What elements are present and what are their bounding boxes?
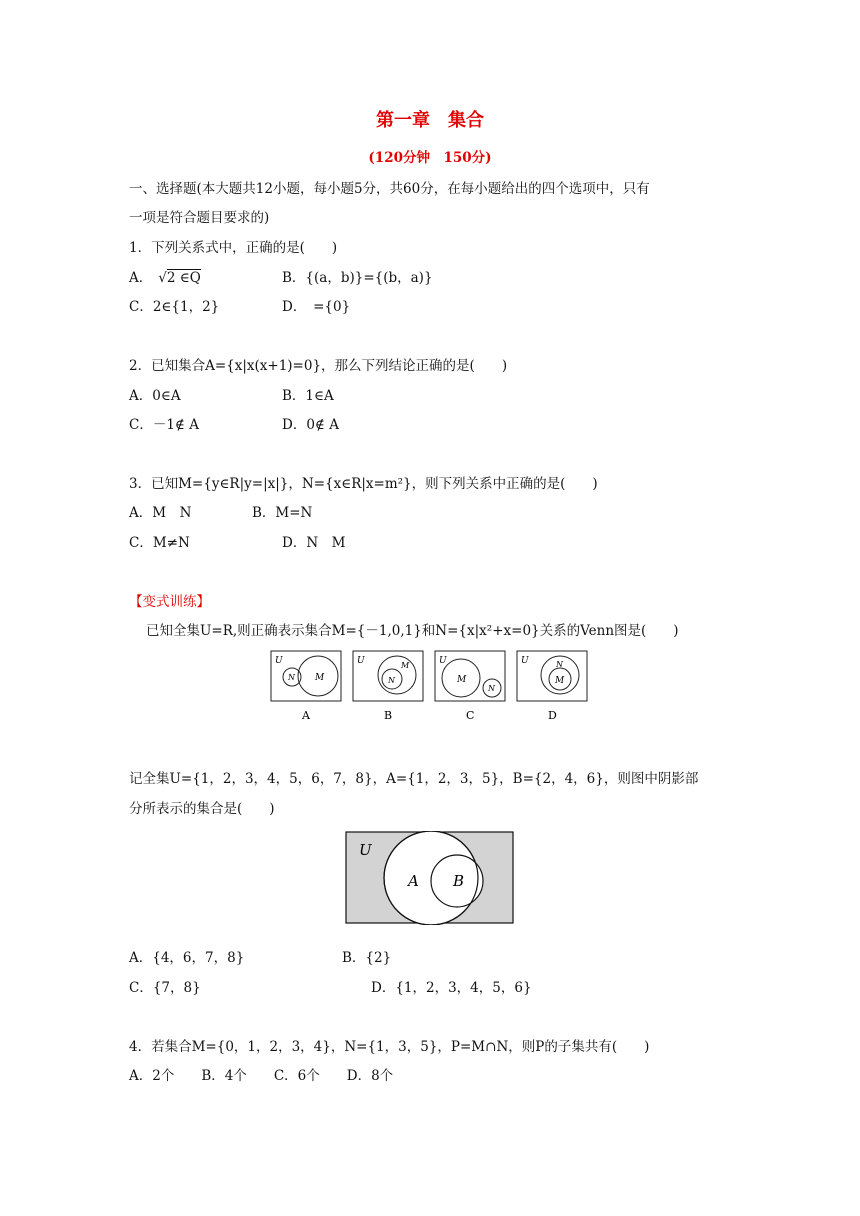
- venn-u-label: U: [439, 656, 447, 666]
- q3-stem: 3．已知M={y∈R|y=|x|}，N={x∈R|x=m²}，则下列关系中正确的是( ): [129, 476, 598, 492]
- q2-option-d: D．0∉ A: [282, 417, 339, 433]
- set-a-label: A: [408, 872, 419, 890]
- q2-option-a: A．0∈A: [129, 388, 181, 404]
- page-subtitle: (120分钟 150分): [368, 150, 492, 166]
- variant-stem: 已知全集U=R,则正确表示集合M={－1,0,1}和N={x|x²+x=0}关系的Venn图是( ): [146, 623, 679, 639]
- shaded-venn-figure: [345, 831, 515, 925]
- venn-m-label: M: [315, 673, 325, 683]
- universal-set-label: U: [359, 841, 372, 859]
- q3-option-a: A．M N: [129, 505, 192, 521]
- set-b-label: B: [453, 872, 465, 890]
- venn-n-label: N: [488, 684, 495, 693]
- venn-m-label: M: [401, 661, 410, 670]
- q2-option-c: C．－1∉ A: [129, 417, 199, 433]
- q2-stem: 2．已知集合A={x|x(x+1)=0}，那么下列结论正确的是( ): [129, 358, 508, 374]
- shaded-option-b: B．{2}: [342, 950, 392, 966]
- shaded-option-c: C．{7，8}: [129, 980, 201, 996]
- shaded-question-line1: 记全集U={1，2，3，4，5，6，7，8}，A={1，2，3，5}，B={2，4，6}，则图中阴影部: [129, 771, 699, 787]
- q1-option-a-label: A．: [129, 270, 153, 286]
- q4-options: A．2个 B．4个 C．6个 D．8个: [129, 1068, 394, 1084]
- venn-options-figure: [268, 648, 594, 724]
- q2-option-b: B．1∈A: [282, 388, 334, 404]
- venn-option-a-label: A: [302, 709, 310, 722]
- q1-option-a: [129, 266, 201, 286]
- venn-u-label: U: [357, 656, 365, 666]
- venn-option-a: [271, 651, 341, 722]
- venn-n-label: N: [388, 676, 395, 685]
- q4-stem: 4．若集合M={0，1，2，3，4}，N={1，3，5}，P=M∩N，则P的子集共有( ): [129, 1039, 650, 1055]
- section-heading-line2: 一项是符合题目要求的): [129, 210, 270, 226]
- venn-m-label: M: [457, 675, 467, 685]
- venn-n-label: N: [288, 673, 295, 682]
- sqrt-icon: √: [158, 270, 167, 286]
- q1-stem: 1．下列关系式中，正确的是( ): [129, 240, 338, 256]
- venn-option-d: [517, 651, 587, 722]
- q1-option-d: D． ={0}: [282, 299, 351, 315]
- venn-option-b-label: B: [384, 709, 393, 722]
- venn-n-label: N: [556, 660, 563, 669]
- venn-option-b: [353, 651, 423, 722]
- q3-option-d: D．N M: [282, 535, 346, 551]
- venn-option-d-label: D: [548, 709, 557, 722]
- q3-option-c: C．M≠N: [129, 535, 190, 551]
- venn-option-c: [435, 651, 505, 722]
- section-heading-line1: 一、选择题(本大题共12小题，每小题5分，共60分，在每小题给出的四个选项中，只有: [129, 181, 650, 197]
- variant-heading: 【变式训练】: [129, 594, 210, 610]
- venn-u-label: U: [521, 656, 529, 666]
- venn-option-c-label: C: [466, 709, 475, 722]
- q1-option-a-text: 2 ∈Q: [166, 270, 201, 286]
- venn-u-label: U: [275, 656, 283, 666]
- shaded-question-line2: 分所表示的集合是( ): [129, 801, 275, 817]
- page-title: 第一章 集合: [376, 110, 484, 131]
- venn-m-label: M: [555, 676, 565, 686]
- q3-option-b: B．M=N: [252, 505, 313, 521]
- q1-option-c: C．2∈{1，2}: [129, 299, 220, 315]
- shaded-option-d: D．{1，2，3，4，5，6}: [371, 980, 532, 996]
- shaded-option-a: A．{4，6，7，8}: [129, 950, 245, 966]
- q1-option-b: B．{(a，b)}={(b，a)}: [282, 270, 433, 286]
